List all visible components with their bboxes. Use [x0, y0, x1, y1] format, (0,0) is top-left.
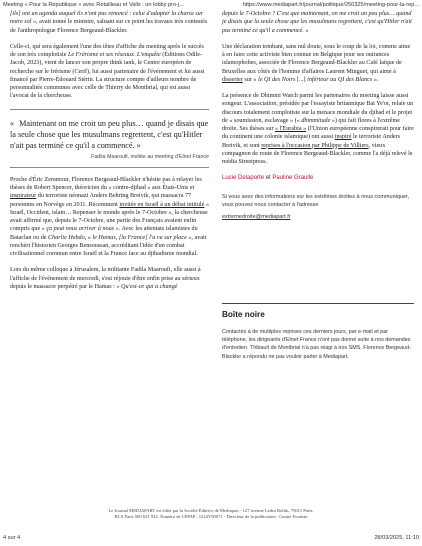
link-inspirateur[interactable]: inspirateur	[10, 193, 37, 200]
paragraph: depuis le 7-Octobre ? C'est que maintenant, on me croit un peu plus… quand je disais que la seule chose que les musulmans regrettent, c'est qu'Hitler n'ait pas terminé ce qu'il a commencé. »	[222, 11, 412, 34]
left-column	[10, 10, 209, 299]
paragraph: Proche d'Éric Zemmour, Florence Bergeaud-Blackler n'hésite pas à relayer les thèses de Robert Spencer, théoricien du « contre-djihad » aux États-Unis et inspirateur du terroriste néonazi Anders Behring Breivik, qui massacra 77 personnes en Norvège en 2011. Récemment invitée en Israël à un débat intitulé « Israël, Occident, islam… Repenser le monde après le 7-Octobre », la chercheuse avait affirmé que, depuis le 7-Octobre, une partie des Français avaient enfin compris que « ça peut nous arriver à nous ». Avec les attentats islamistes du Bataclan ou de Charlie Hebdo, « le Hamas, [la France] l'a vu sur place », avait renchéri l'historien Georges Bensoussan, accréditant l'idée d'un combat civilisationnel commun entre Israël et la France face au djihadisme mondial.	[10, 176, 209, 257]
header-title: Meeting « Pour la République » avec Retailleau et Valls : un lobby pro-j...	[3, 2, 184, 8]
author-link[interactable]: Pauline Graulle	[272, 175, 314, 182]
paragraph: Une déclaration tombant, sans nul doute, sous le coup de la loi, comme aime à en faire cette activiste bien connue en Belgique pour ses outrances islamophobes, associée de Florence Bergeaud-Blackler au Café laïque de Bruxelles aux côtés de l'homme d'affaires Laurent Minguet, qui aime à disserter sur « le QI des Noirs [...] inférieur au QI des Blancs ».	[222, 43, 411, 83]
quote-attribution: Fadila Maaroufi, invitée au meeting d'Elnet France	[91, 153, 209, 160]
page-number: 4 sur 4	[3, 535, 21, 541]
quote-rule	[10, 109, 209, 110]
article-authors: Lucie Delaporte et Pauline Graulle	[222, 175, 314, 182]
quote-mark: «	[10, 118, 15, 128]
print-header	[3, 2, 419, 10]
contact-info: Si vous avez des informations sur les extrêmes droites à nous communiquer, vous pouvez nous contacter à l'adresse	[222, 193, 410, 208]
paragraph: Lors du même colloque à Jérusalem, la militante Fadila Maaroufi, elle aussi à l'affiche de l'événement de mercredi, s'est réjouie d'être enfin prise au sérieux depuis le massacre perpétré par le Hamas : « Qu'est-ce qui a changé	[10, 267, 201, 290]
boite-noire-box	[222, 303, 414, 361]
boite-noire-text: Contactés à de multiples reprises ces derniers jours, par e-mail et par téléphone, les dirigeants d'Elnet France n'ont pas donné suite à nos demandes d'entretien. Thibault de Montbrial n'a pas réagi à nos SMS. Florence Bergeaud-Blackler a répondu ne pas vouloir parler à Mediapart.	[222, 329, 411, 360]
link-eurabia[interactable]: « l'Eurabia »	[275, 126, 307, 132]
link-inspire[interactable]: inspiré	[334, 134, 352, 141]
legal-notice: Le Journal MEDIAPART est édité par la Société Éditrice de Mediapart - 127 avenue Ledru Rollin, 75011 Paris. RCS Paris 500 631 932. Numéro de CPPAP : 1224Y90071 - Directeur de la publication : Carine Fouteau	[108, 508, 314, 520]
right-column	[222, 10, 414, 222]
paragraph: La présence de Dhimmi Watch parmi les partenaires du meeting laisse aussi songeur. L'association, présidée par l'essayiste britannique Bat Ye'or, relaie un discours totalement complotiste sur la menace mondiale du djihad et le projet de « soumission, esclavage » (« dhimmitude ») qui fait flores à l'extrême droite. Ses thèses sur « l'Eurabia » (l'Union européenne conspirerait pour faire du continent une colonie islamique) ont aussi inspiré le terroriste Anders Breivik, et sont reprises à l'occasion par Philippe de Villiers, vieux compagnon de route de Florence Bergeaud-Blackler, comme l'a déjà relevé le média Streetpress.	[222, 93, 414, 165]
quote-text: Maintenant on me croit un peu plus… quand je disais que la seule chose que les musulmans regrettent, c'est qu'Hitler n'ait pas terminé ce qu'il a commencé. »	[10, 118, 209, 150]
link-invitee-israel[interactable]: invitée en Israël à un débat intitulé	[119, 201, 205, 208]
boite-noire-title: Boîte noire	[222, 310, 265, 319]
print-datetime: 28/03/2025, 11:10	[374, 535, 419, 541]
quote-rule	[10, 167, 209, 168]
paragraph: [ils] ont un agenda auquel ils n'ont pas renoncé : celui d'adapter la charia sur notre sol », avait tonné le ministre, saluant sur ce point les travaux très contestés de l'anthropologue Florence Bergeaud-Blackler.	[10, 11, 208, 34]
paragraph: Celle-ci, qui sera également l'une des têtes d'affiche du meeting après le succès de son très complotiste Le Frérisme et ses réseaux. L'enquête (Éditions Odile-Jacob, 2023), vient de lancer son propre think tank, le Centre européen de recherche sur le frérisme (Cerif), lui aussi partenaire de l'événement et lui aussi financé par Pierre-Édouard Stérin. La structure compte d'ailleurs nombre de personnalités communes avec celle de Thierry de Montbrial, qui est aussi l'avocat de la chercheuse.	[10, 43, 205, 100]
pull-quote	[10, 118, 209, 151]
contact-email-link[interactable]: extremedroite@mediapart.fr	[222, 214, 291, 221]
header-url: https://www.mediapart.fr/journal/politique/250325/meeting-pour-la-rep...	[242, 2, 419, 8]
print-footer	[3, 535, 419, 543]
author-link[interactable]: Lucie Delaporte	[222, 175, 265, 182]
link-disserter[interactable]: disserter	[222, 76, 243, 83]
link-villiers[interactable]: reprises à l'occasion par Philippe de Villiers	[261, 142, 369, 149]
